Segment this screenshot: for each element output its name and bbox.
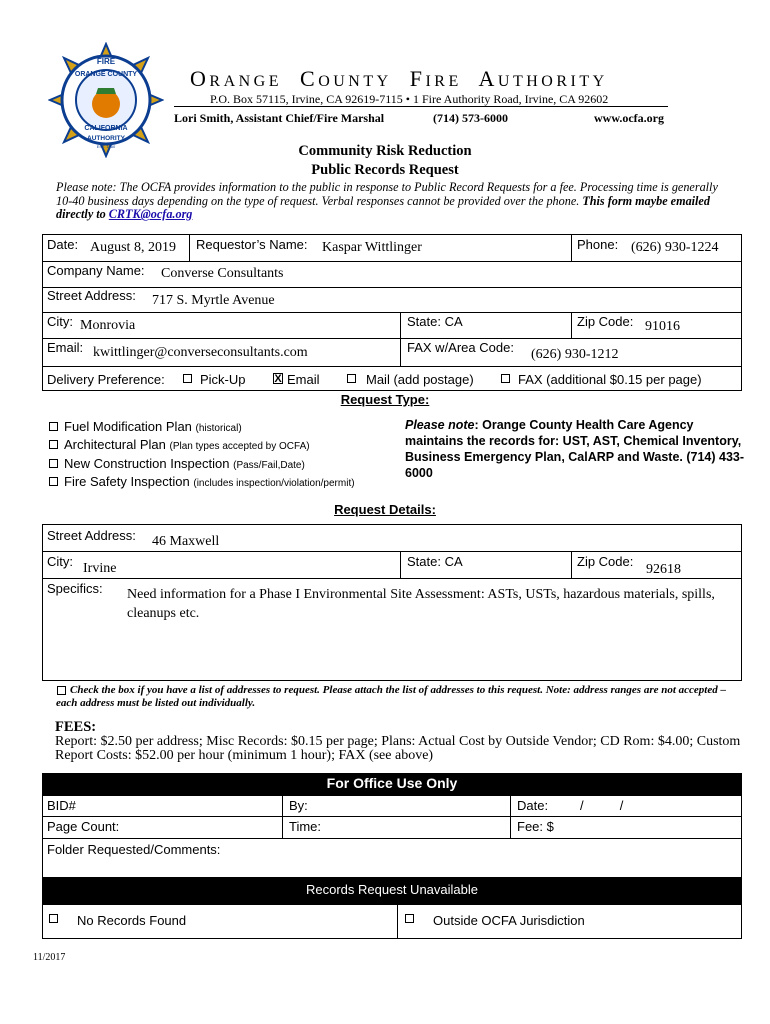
- fire-safety-checkbox[interactable]: [49, 477, 58, 486]
- fuel-mod-checkbox[interactable]: [49, 422, 58, 431]
- outside-jurisdiction-label: Outside OCFA Jurisdiction: [433, 913, 585, 928]
- date-field[interactable]: August 8, 2019: [90, 240, 176, 255]
- detail-zip-label: Zip Code:: [577, 554, 634, 569]
- agency-title: ORANGE COUNTY FIRE AUTHORITY: [190, 66, 608, 91]
- state-field[interactable]: State: CA: [407, 314, 463, 329]
- fax-field[interactable]: (626) 930-1212: [531, 347, 619, 362]
- contact-name: Lori Smith, Assistant Chief/Fire Marshal: [174, 111, 385, 125]
- request-type-heading: Request Type:: [340, 392, 430, 407]
- date-label: Date:: [47, 237, 79, 252]
- detail-city-field[interactable]: Irvine: [83, 561, 117, 576]
- delivery-label: Delivery Preference:: [47, 372, 165, 387]
- logo-text-state: CALIFORNIA: [84, 125, 128, 132]
- fax-option-label: FAX (additional $0.15 per page): [518, 372, 702, 387]
- specifics-label: Specifics:: [47, 581, 103, 596]
- office-date-label: Date:: [517, 798, 549, 813]
- logo-text-authority: AUTHORITY: [87, 135, 125, 142]
- time-label: Time:: [289, 819, 322, 834]
- street-label: Street Address:: [47, 288, 136, 303]
- intro-note: [56, 181, 726, 222]
- city-label: City:: [47, 314, 73, 329]
- fax-label: FAX w/Area Code:: [407, 340, 514, 355]
- request-details-heading: Request Details:: [334, 502, 436, 517]
- company-label: Company Name:: [47, 263, 145, 278]
- company-field[interactable]: Converse Consultants: [161, 266, 284, 281]
- mail-checkbox[interactable]: [347, 374, 356, 383]
- doc-title-line2: Public Records Request: [311, 162, 459, 178]
- requestor-name-label: Requestor’s Name:: [196, 237, 308, 252]
- header-rule: [174, 106, 668, 107]
- phone-label: Phone:: [577, 237, 619, 252]
- requestor-name-field[interactable]: Kaspar Wittlinger: [322, 240, 422, 255]
- by-label: By:: [289, 798, 308, 813]
- pickup-option-label: Pick-Up: [200, 372, 246, 387]
- contact-website: www.ocfa.org: [594, 111, 664, 125]
- office-date-field[interactable]: / /: [580, 798, 624, 813]
- zip-field[interactable]: 91016: [645, 319, 680, 334]
- new-construction-checkbox[interactable]: [49, 459, 58, 468]
- doc-title-line1: Community Risk Reduction: [298, 143, 472, 159]
- fees-text: Report: $2.50 per address; Misc Records: $0.15 per page; Plans: Actual Cost by Outside Vendor; CD Rom: $4.00; Custom Report Costs: $52.00 per hour (minimum 1 hour); FAX (see above): [55, 734, 741, 763]
- architectural-checkbox[interactable]: [49, 440, 58, 449]
- detail-city-label: City:: [47, 554, 73, 569]
- architectural-label: Architectural Plan (Plan types accepted by OCFA): [64, 437, 310, 452]
- pickup-checkbox[interactable]: [183, 374, 192, 383]
- no-records-label: No Records Found: [77, 913, 187, 928]
- specifics-field[interactable]: Need information for a Phase I Environmental Site Assessment: ASTs, USTs, hazardous materials, spills, cleanups etc.: [127, 587, 715, 621]
- intro-note-text: Please note: The OCFA provides information to the public in response to Public Record Requests for a fee. Processing time is generally 10-40 business days depending on the type of request. Verbal responses cannot be provided over the phone.: [56, 180, 718, 208]
- detail-street-field[interactable]: 46 Maxwell: [152, 534, 220, 549]
- fuel-mod-label: Fuel Modification Plan (historical): [64, 419, 242, 434]
- unavailable-title: Records Request Unavailable: [306, 882, 478, 897]
- detail-zip-field[interactable]: 92618: [646, 562, 681, 577]
- fax-checkbox[interactable]: [501, 374, 510, 383]
- zip-label: Zip Code:: [577, 314, 634, 329]
- fees-heading: FEES:: [55, 719, 97, 735]
- page-count-label: Page Count:: [47, 819, 120, 834]
- city-field[interactable]: Monrovia: [80, 318, 136, 333]
- outside-jurisdiction-checkbox[interactable]: [405, 914, 414, 923]
- ocfa-logo: [48, 42, 164, 158]
- detail-street-label: Street Address:: [47, 528, 136, 543]
- email-checkbox[interactable]: X: [274, 373, 282, 385]
- mail-option-label: Mail (add postage): [366, 372, 474, 387]
- logo-text-county: ORANGE COUNTY: [74, 71, 138, 78]
- detail-state-field[interactable]: State: CA: [407, 554, 463, 569]
- email-option-label: Email: [287, 372, 320, 387]
- phone-field[interactable]: (626) 930-1224: [631, 240, 719, 255]
- logo-text-fire: FIRE: [96, 57, 116, 66]
- email-label: Email:: [47, 340, 84, 355]
- fee-label: Fee: $: [517, 819, 554, 834]
- agency-address: P.O. Box 57115, Irvine, CA 92619-7115 • 1 Fire Authority Road, Irvine, CA 92602: [210, 92, 609, 106]
- email-field[interactable]: kwittlinger@converseconsultants.com: [93, 345, 308, 360]
- folder-comments-label: Folder Requested/Comments:: [47, 842, 221, 857]
- fire-safety-label: Fire Safety Inspection (includes inspection/violation/permit): [64, 474, 355, 489]
- address-list-note: Check the box if you have a list of addresses to request. Please attach the list of addresses to this request. Note: address ranges are not accepted – each address must be listed out individually.: [56, 684, 726, 709]
- new-construction-label: New Construction Inspection (Pass/Fail,Date): [64, 456, 305, 471]
- email-link[interactable]: CRTK@ocfa.org: [108, 207, 193, 221]
- street-field[interactable]: 717 S. Myrtle Avenue: [152, 293, 275, 308]
- office-use-title: For Office Use Only: [326, 775, 458, 791]
- health-agency-note: Please note: Orange County Health Care Agency maintains the records for: UST, AST, Chemical Inventory, Business Emergency Plan, CalARP and Waste. (714) 433-6000: [405, 418, 745, 480]
- no-records-checkbox[interactable]: [49, 914, 58, 923]
- bid-label: BID#: [47, 798, 76, 813]
- form-revision-date: 11/2017: [33, 952, 66, 963]
- contact-phone: (714) 573-6000: [433, 111, 508, 125]
- logo-text-est: EST. 1980: [96, 144, 116, 149]
- intro-note-email-lead: This form maybe emailed directly to: [56, 193, 710, 221]
